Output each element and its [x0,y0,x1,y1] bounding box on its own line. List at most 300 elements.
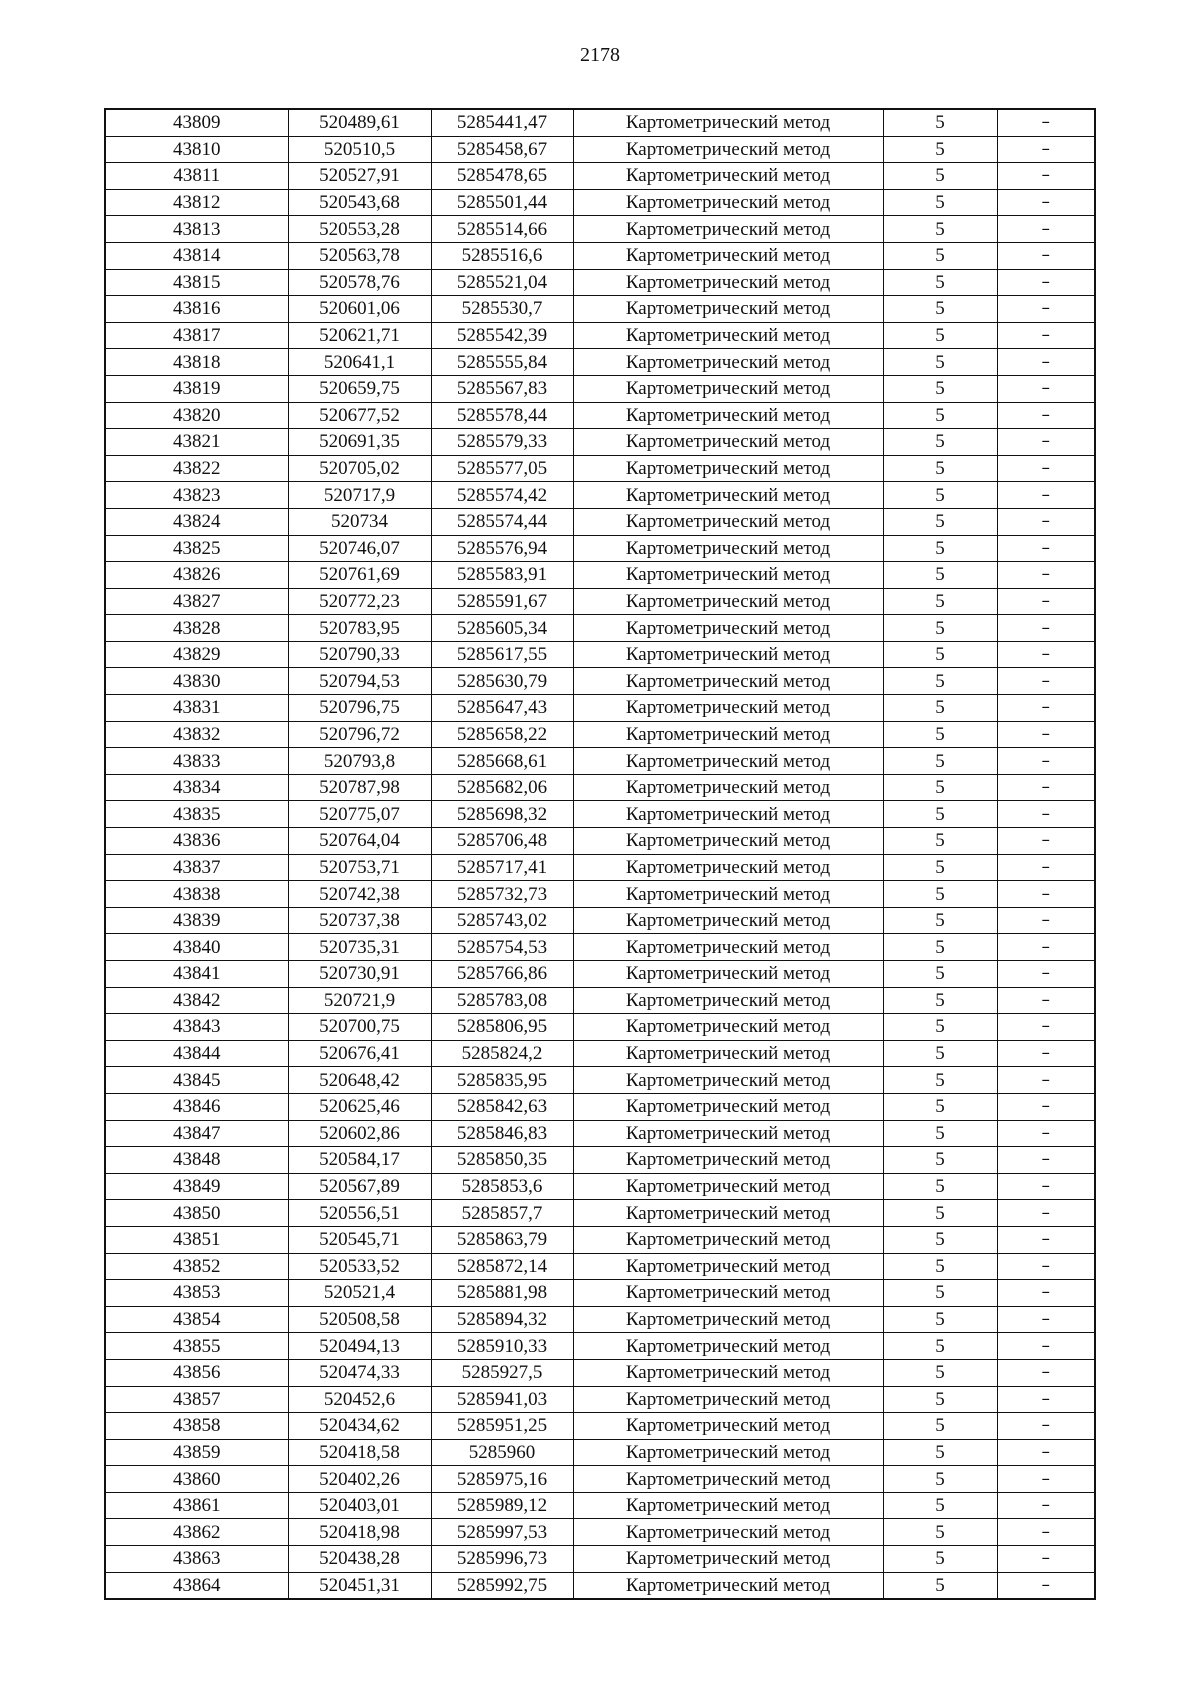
x-coordinate-cell: 520676,41 [288,1040,431,1067]
method-cell: Картометрический метод [573,1067,883,1094]
note-cell: – [997,1333,1095,1360]
x-coordinate-cell: 520742,38 [288,881,431,908]
accuracy-cell: 5 [883,535,997,562]
table-row [105,322,1095,349]
y-coordinate-cell: 5285478,65 [431,163,573,190]
x-coordinate-cell: 520563,78 [288,242,431,269]
point-number-cell: 43849 [105,1173,288,1200]
method-cell: Картометрический метод [573,721,883,748]
method-cell: Картометрический метод [573,1519,883,1546]
x-coordinate-cell: 520772,23 [288,588,431,615]
accuracy-cell: 5 [883,961,997,988]
x-coordinate-cell: 520775,07 [288,801,431,828]
point-number-cell: 43820 [105,402,288,429]
accuracy-cell: 5 [883,987,997,1014]
point-number-cell: 43830 [105,668,288,695]
accuracy-cell: 5 [883,1492,997,1519]
note-cell: – [997,109,1095,136]
x-coordinate-cell: 520451,31 [288,1572,431,1599]
x-coordinate-cell: 520721,9 [288,987,431,1014]
y-coordinate-cell: 5285754,53 [431,934,573,961]
point-number-cell: 43811 [105,163,288,190]
table-row [105,1333,1095,1360]
point-number-cell: 43853 [105,1280,288,1307]
x-coordinate-cell: 520735,31 [288,934,431,961]
y-coordinate-cell: 5285521,04 [431,269,573,296]
note-cell: – [997,508,1095,535]
note-cell: – [997,482,1095,509]
y-coordinate-cell: 5285989,12 [431,1492,573,1519]
table-row [105,1280,1095,1307]
y-coordinate-cell: 5285555,84 [431,349,573,376]
accuracy-cell: 5 [883,828,997,855]
point-number-cell: 43821 [105,429,288,456]
accuracy-cell: 5 [883,1014,997,1041]
accuracy-cell: 5 [883,1120,997,1147]
x-coordinate-cell: 520543,68 [288,189,431,216]
x-coordinate-cell: 520621,71 [288,322,431,349]
note-cell: – [997,1120,1095,1147]
table-row [105,641,1095,668]
table-row [105,588,1095,615]
note-cell: – [997,1147,1095,1174]
y-coordinate-cell: 5285647,43 [431,695,573,722]
method-cell: Картометрический метод [573,1280,883,1307]
y-coordinate-cell: 5285835,95 [431,1067,573,1094]
accuracy-cell: 5 [883,774,997,801]
note-cell: – [997,1306,1095,1333]
note-cell: – [997,641,1095,668]
point-number-cell: 43823 [105,482,288,509]
note-cell: – [997,615,1095,642]
method-cell: Картометрический метод [573,1200,883,1227]
table-row [105,881,1095,908]
y-coordinate-cell: 5285842,63 [431,1093,573,1120]
x-coordinate-cell: 520533,52 [288,1253,431,1280]
y-coordinate-cell: 5285960 [431,1439,573,1466]
y-coordinate-cell: 5285806,95 [431,1014,573,1041]
note-cell: – [997,322,1095,349]
table-row [105,1492,1095,1519]
point-number-cell: 43839 [105,907,288,934]
y-coordinate-cell: 5285910,33 [431,1333,573,1360]
point-number-cell: 43858 [105,1413,288,1440]
note-cell: – [997,987,1095,1014]
accuracy-cell: 5 [883,455,997,482]
note-cell: – [997,1093,1095,1120]
note-cell: – [997,1519,1095,1546]
y-coordinate-cell: 5285458,67 [431,136,573,163]
table-row [105,375,1095,402]
note-cell: – [997,136,1095,163]
y-coordinate-cell: 5285514,66 [431,216,573,243]
accuracy-cell: 5 [883,615,997,642]
table-row [105,296,1095,323]
y-coordinate-cell: 5285698,32 [431,801,573,828]
point-number-cell: 43859 [105,1439,288,1466]
x-coordinate-cell: 520601,06 [288,296,431,323]
note-cell: – [997,1359,1095,1386]
accuracy-cell: 5 [883,1067,997,1094]
note-cell: – [997,1253,1095,1280]
y-coordinate-cell: 5285881,98 [431,1280,573,1307]
point-number-cell: 43814 [105,242,288,269]
y-coordinate-cell: 5285578,44 [431,402,573,429]
x-coordinate-cell: 520793,8 [288,748,431,775]
y-coordinate-cell: 5285591,67 [431,588,573,615]
point-number-cell: 43810 [105,136,288,163]
note-cell: – [997,455,1095,482]
method-cell: Картометрический метод [573,136,883,163]
accuracy-cell: 5 [883,482,997,509]
x-coordinate-cell: 520494,13 [288,1333,431,1360]
method-cell: Картометрический метод [573,1306,883,1333]
method-cell: Картометрический метод [573,482,883,509]
method-cell: Картометрический метод [573,1093,883,1120]
method-cell: Картометрический метод [573,189,883,216]
method-cell: Картометрический метод [573,375,883,402]
y-coordinate-cell: 5285951,25 [431,1413,573,1440]
table-row [105,1413,1095,1440]
accuracy-cell: 5 [883,1413,997,1440]
page-number: 2178 [580,44,620,66]
y-coordinate-cell: 5285732,73 [431,881,573,908]
point-number-cell: 43826 [105,562,288,589]
table-body [105,109,1095,1599]
method-cell: Картометрический метод [573,242,883,269]
accuracy-cell: 5 [883,375,997,402]
x-coordinate-cell: 520553,28 [288,216,431,243]
table-row [105,1014,1095,1041]
x-coordinate-cell: 520677,52 [288,402,431,429]
table-row [105,1226,1095,1253]
accuracy-cell: 5 [883,1386,997,1413]
point-number-cell: 43840 [105,934,288,961]
x-coordinate-cell: 520761,69 [288,562,431,589]
table-row [105,242,1095,269]
y-coordinate-cell: 5285516,6 [431,242,573,269]
method-cell: Картометрический метод [573,881,883,908]
table-row [105,1546,1095,1573]
note-cell: – [997,562,1095,589]
note-cell: – [997,216,1095,243]
y-coordinate-cell: 5285766,86 [431,961,573,988]
method-cell: Картометрический метод [573,1386,883,1413]
accuracy-cell: 5 [883,189,997,216]
point-number-cell: 43825 [105,535,288,562]
table-row [105,615,1095,642]
method-cell: Картометрический метод [573,1439,883,1466]
point-number-cell: 43832 [105,721,288,748]
point-number-cell: 43812 [105,189,288,216]
method-cell: Картометрический метод [573,216,883,243]
method-cell: Картометрический метод [573,562,883,589]
table-row [105,429,1095,456]
y-coordinate-cell: 5285853,6 [431,1173,573,1200]
x-coordinate-cell: 520648,42 [288,1067,431,1094]
table-row [105,1439,1095,1466]
point-number-cell: 43838 [105,881,288,908]
note-cell: – [997,588,1095,615]
note-cell: – [997,721,1095,748]
point-number-cell: 43845 [105,1067,288,1094]
point-number-cell: 43863 [105,1546,288,1573]
note-cell: – [997,828,1095,855]
note-cell: – [997,854,1095,881]
table-row [105,1067,1095,1094]
x-coordinate-cell: 520625,46 [288,1093,431,1120]
method-cell: Картометрический метод [573,1147,883,1174]
table-row [105,934,1095,961]
point-number-cell: 43844 [105,1040,288,1067]
method-cell: Картометрический метод [573,1413,883,1440]
note-cell: – [997,1572,1095,1599]
point-number-cell: 43816 [105,296,288,323]
x-coordinate-cell: 520730,91 [288,961,431,988]
accuracy-cell: 5 [883,1280,997,1307]
y-coordinate-cell: 5285743,02 [431,907,573,934]
table-row [105,828,1095,855]
accuracy-cell: 5 [883,801,997,828]
note-cell: – [997,668,1095,695]
table-row [105,482,1095,509]
table-row [105,1120,1095,1147]
point-number-cell: 43862 [105,1519,288,1546]
note-cell: – [997,774,1095,801]
x-coordinate-cell: 520438,28 [288,1546,431,1573]
table-row [105,535,1095,562]
point-number-cell: 43841 [105,961,288,988]
method-cell: Картометрический метод [573,1226,883,1253]
accuracy-cell: 5 [883,934,997,961]
table-row [105,854,1095,881]
accuracy-cell: 5 [883,854,997,881]
note-cell: – [997,1413,1095,1440]
point-number-cell: 43855 [105,1333,288,1360]
x-coordinate-cell: 520510,5 [288,136,431,163]
y-coordinate-cell: 5285996,73 [431,1546,573,1573]
note-cell: – [997,1386,1095,1413]
point-number-cell: 43864 [105,1572,288,1599]
table-row [105,1306,1095,1333]
x-coordinate-cell: 520691,35 [288,429,431,456]
point-number-cell: 43831 [105,695,288,722]
note-cell: – [997,535,1095,562]
point-number-cell: 43848 [105,1147,288,1174]
accuracy-cell: 5 [883,402,997,429]
x-coordinate-cell: 520418,98 [288,1519,431,1546]
y-coordinate-cell: 5285577,05 [431,455,573,482]
point-number-cell: 43847 [105,1120,288,1147]
accuracy-cell: 5 [883,109,997,136]
method-cell: Картометрический метод [573,1040,883,1067]
accuracy-cell: 5 [883,695,997,722]
x-coordinate-cell: 520764,04 [288,828,431,855]
y-coordinate-cell: 5285441,47 [431,109,573,136]
table-row [105,189,1095,216]
method-cell: Картометрический метод [573,668,883,695]
accuracy-cell: 5 [883,136,997,163]
method-cell: Картометрический метод [573,109,883,136]
y-coordinate-cell: 5285706,48 [431,828,573,855]
point-number-cell: 43857 [105,1386,288,1413]
x-coordinate-cell: 520705,02 [288,455,431,482]
method-cell: Картометрический метод [573,1546,883,1573]
x-coordinate-cell: 520746,07 [288,535,431,562]
note-cell: – [997,695,1095,722]
note-cell: – [997,296,1095,323]
method-cell: Картометрический метод [573,588,883,615]
table-row [105,1040,1095,1067]
note-cell: – [997,402,1095,429]
x-coordinate-cell: 520753,71 [288,854,431,881]
method-cell: Картометрический метод [573,1333,883,1360]
accuracy-cell: 5 [883,562,997,589]
x-coordinate-cell: 520641,1 [288,349,431,376]
table-row [105,801,1095,828]
point-number-cell: 43819 [105,375,288,402]
method-cell: Картометрический метод [573,429,883,456]
method-cell: Картометрический метод [573,535,883,562]
method-cell: Картометрический метод [573,1466,883,1493]
accuracy-cell: 5 [883,1306,997,1333]
accuracy-cell: 5 [883,1093,997,1120]
accuracy-cell: 5 [883,1439,997,1466]
y-coordinate-cell: 5285894,32 [431,1306,573,1333]
table-row [105,907,1095,934]
method-cell: Картометрический метод [573,322,883,349]
x-coordinate-cell: 520737,38 [288,907,431,934]
x-coordinate-cell: 520790,33 [288,641,431,668]
point-number-cell: 43824 [105,508,288,535]
method-cell: Картометрический метод [573,296,883,323]
note-cell: – [997,881,1095,908]
point-number-cell: 43846 [105,1093,288,1120]
method-cell: Картометрический метод [573,1572,883,1599]
note-cell: – [997,1067,1095,1094]
method-cell: Картометрический метод [573,402,883,429]
table-row [105,1147,1095,1174]
note-cell: – [997,1014,1095,1041]
table-row [105,668,1095,695]
table-row [105,216,1095,243]
y-coordinate-cell: 5285997,53 [431,1519,573,1546]
accuracy-cell: 5 [883,242,997,269]
accuracy-cell: 5 [883,641,997,668]
note-cell: – [997,1226,1095,1253]
point-number-cell: 43860 [105,1466,288,1493]
note-cell: – [997,1492,1095,1519]
point-number-cell: 43842 [105,987,288,1014]
point-number-cell: 43813 [105,216,288,243]
accuracy-cell: 5 [883,1333,997,1360]
point-number-cell: 43828 [105,615,288,642]
note-cell: – [997,934,1095,961]
y-coordinate-cell: 5285605,34 [431,615,573,642]
x-coordinate-cell: 520489,61 [288,109,431,136]
method-cell: Картометрический метод [573,1173,883,1200]
table-row [105,695,1095,722]
accuracy-cell: 5 [883,748,997,775]
accuracy-cell: 5 [883,1147,997,1174]
accuracy-cell: 5 [883,163,997,190]
note-cell: – [997,801,1095,828]
note-cell: – [997,242,1095,269]
table-row [105,748,1095,775]
point-number-cell: 43833 [105,748,288,775]
y-coordinate-cell: 5285941,03 [431,1386,573,1413]
table-row [105,455,1095,482]
method-cell: Картометрический метод [573,641,883,668]
note-cell: – [997,1546,1095,1573]
point-number-cell: 43817 [105,322,288,349]
accuracy-cell: 5 [883,1226,997,1253]
accuracy-cell: 5 [883,588,997,615]
x-coordinate-cell: 520700,75 [288,1014,431,1041]
method-cell: Картометрический метод [573,1014,883,1041]
y-coordinate-cell: 5285574,44 [431,508,573,535]
y-coordinate-cell: 5285530,7 [431,296,573,323]
table-row [105,136,1095,163]
point-number-cell: 43851 [105,1226,288,1253]
accuracy-cell: 5 [883,721,997,748]
x-coordinate-cell: 520403,01 [288,1492,431,1519]
point-number-cell: 43809 [105,109,288,136]
table-row [105,402,1095,429]
table-row [105,1572,1095,1599]
y-coordinate-cell: 5285617,55 [431,641,573,668]
y-coordinate-cell: 5285975,16 [431,1466,573,1493]
x-coordinate-cell: 520508,58 [288,1306,431,1333]
x-coordinate-cell: 520734 [288,508,431,535]
method-cell: Картометрический метод [573,934,883,961]
y-coordinate-cell: 5285583,91 [431,562,573,589]
table-row [105,721,1095,748]
table-row [105,1093,1095,1120]
method-cell: Картометрический метод [573,774,883,801]
x-coordinate-cell: 520796,75 [288,695,431,722]
table-row [105,349,1095,376]
x-coordinate-cell: 520783,95 [288,615,431,642]
y-coordinate-cell: 5285857,7 [431,1200,573,1227]
note-cell: – [997,1466,1095,1493]
note-cell: – [997,907,1095,934]
accuracy-cell: 5 [883,907,997,934]
table-row [105,109,1095,136]
x-coordinate-cell: 520545,71 [288,1226,431,1253]
y-coordinate-cell: 5285850,35 [431,1147,573,1174]
x-coordinate-cell: 520556,51 [288,1200,431,1227]
note-cell: – [997,349,1095,376]
note-cell: – [997,748,1095,775]
table-row [105,1200,1095,1227]
point-number-cell: 43834 [105,774,288,801]
point-number-cell: 43835 [105,801,288,828]
x-coordinate-cell: 520717,9 [288,482,431,509]
accuracy-cell: 5 [883,1200,997,1227]
method-cell: Картометрический метод [573,163,883,190]
table-row [105,163,1095,190]
y-coordinate-cell: 5285992,75 [431,1572,573,1599]
y-coordinate-cell: 5285863,79 [431,1226,573,1253]
y-coordinate-cell: 5285574,42 [431,482,573,509]
y-coordinate-cell: 5285927,5 [431,1359,573,1386]
accuracy-cell: 5 [883,216,997,243]
point-number-cell: 43836 [105,828,288,855]
point-number-cell: 43829 [105,641,288,668]
method-cell: Картометрический метод [573,801,883,828]
table-row [105,961,1095,988]
